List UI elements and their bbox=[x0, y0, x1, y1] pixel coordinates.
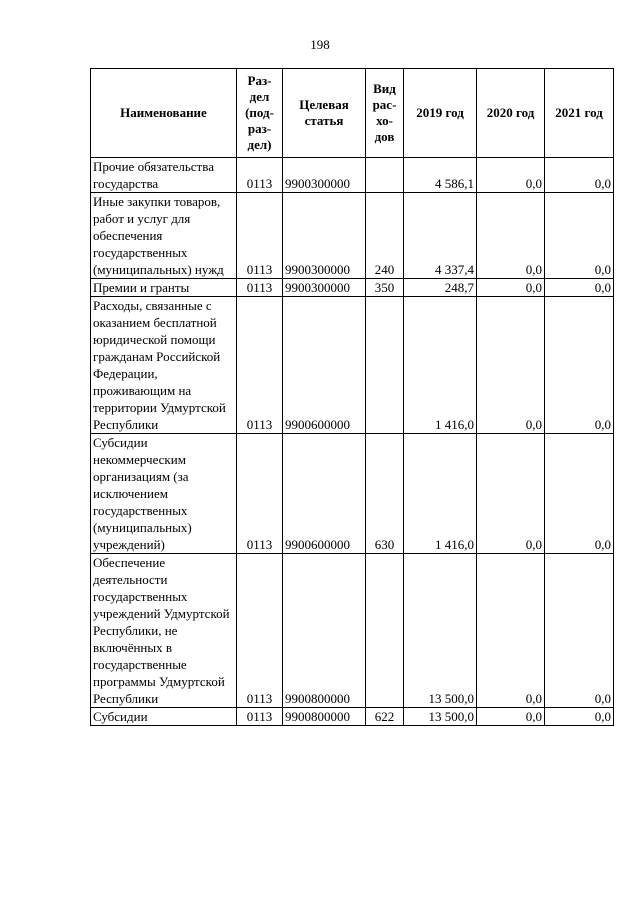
row-target: 9900800000 bbox=[283, 708, 366, 726]
row-value-2020: 0,0 bbox=[477, 434, 545, 554]
row-target: 9900600000 bbox=[283, 434, 366, 554]
table-row bbox=[91, 193, 614, 279]
row-value-2021: 0,0 bbox=[545, 708, 614, 726]
row-vid bbox=[366, 158, 404, 193]
table-row bbox=[91, 708, 614, 726]
budget-table bbox=[90, 68, 614, 726]
header-2021: 2021 год bbox=[545, 69, 614, 158]
row-value-2020: 0,0 bbox=[477, 554, 545, 708]
header-2020: 2020 год bbox=[477, 69, 545, 158]
row-name: Премии и гранты bbox=[91, 279, 237, 297]
row-vid: 350 bbox=[366, 279, 404, 297]
row-vid: 630 bbox=[366, 434, 404, 554]
header-section: Раз- дел (под- раз- дел) bbox=[237, 69, 283, 158]
row-vid bbox=[366, 554, 404, 708]
header-2019: 2019 год bbox=[404, 69, 477, 158]
row-target: 9900300000 bbox=[283, 193, 366, 279]
row-target: 9900800000 bbox=[283, 554, 366, 708]
row-vid bbox=[366, 297, 404, 434]
row-target: 9900600000 bbox=[283, 297, 366, 434]
row-value-2020: 0,0 bbox=[477, 158, 545, 193]
row-value-2019: 1 416,0 bbox=[404, 434, 477, 554]
row-value-2021: 0,0 bbox=[545, 554, 614, 708]
header-name: Наименование bbox=[91, 69, 237, 158]
row-value-2020: 0,0 bbox=[477, 279, 545, 297]
row-target: 9900300000 bbox=[283, 279, 366, 297]
row-section: 0113 bbox=[237, 297, 283, 434]
row-name: Субсидии bbox=[91, 708, 237, 726]
table-row bbox=[91, 158, 614, 193]
table-row bbox=[91, 434, 614, 554]
row-section: 0113 bbox=[237, 158, 283, 193]
page-number: 198 bbox=[310, 37, 330, 52]
row-value-2020: 0,0 bbox=[477, 708, 545, 726]
table-row bbox=[91, 297, 614, 434]
header-vid: Вид рас- хо- дов bbox=[366, 69, 404, 158]
row-value-2021: 0,0 bbox=[545, 434, 614, 554]
row-value-2020: 0,0 bbox=[477, 297, 545, 434]
row-value-2019: 1 416,0 bbox=[404, 297, 477, 434]
row-value-2019: 13 500,0 bbox=[404, 554, 477, 708]
row-section: 0113 bbox=[237, 434, 283, 554]
row-value-2019: 13 500,0 bbox=[404, 708, 477, 726]
row-name: Иные закупки товаров, работ и услуг для обеспечения государственных (муниципальных) нужд bbox=[91, 193, 237, 279]
row-value-2021: 0,0 bbox=[545, 158, 614, 193]
header-row bbox=[91, 69, 614, 158]
table-row bbox=[91, 279, 614, 297]
row-value-2019: 4 586,1 bbox=[404, 158, 477, 193]
row-section: 0113 bbox=[237, 279, 283, 297]
row-target: 9900300000 bbox=[283, 158, 366, 193]
row-section: 0113 bbox=[237, 708, 283, 726]
row-section: 0113 bbox=[237, 193, 283, 279]
row-section: 0113 bbox=[237, 554, 283, 708]
row-name: Обеспечение деятельности государственных учреждений Удмуртской Республики, не включённых в государственные программы Удмуртской Республики bbox=[91, 554, 237, 708]
row-value-2020: 0,0 bbox=[477, 193, 545, 279]
row-value-2021: 0,0 bbox=[545, 193, 614, 279]
row-value-2019: 4 337,4 bbox=[404, 193, 477, 279]
row-value-2019: 248,7 bbox=[404, 279, 477, 297]
table-row bbox=[91, 554, 614, 708]
row-value-2021: 0,0 bbox=[545, 297, 614, 434]
row-vid: 240 bbox=[366, 193, 404, 279]
row-vid: 622 bbox=[366, 708, 404, 726]
row-name: Прочие обязательства государства bbox=[91, 158, 237, 193]
row-name: Расходы, связанные с оказанием бесплатной юридической помощи гражданам Российской Федерации, проживающим на территории Удмуртской Республики bbox=[91, 297, 237, 434]
row-value-2021: 0,0 bbox=[545, 279, 614, 297]
header-target: Целевая статья bbox=[283, 69, 366, 158]
row-name: Субсидии некоммерческим организациям (за исключением государственных (муниципальных) учреждений) bbox=[91, 434, 237, 554]
